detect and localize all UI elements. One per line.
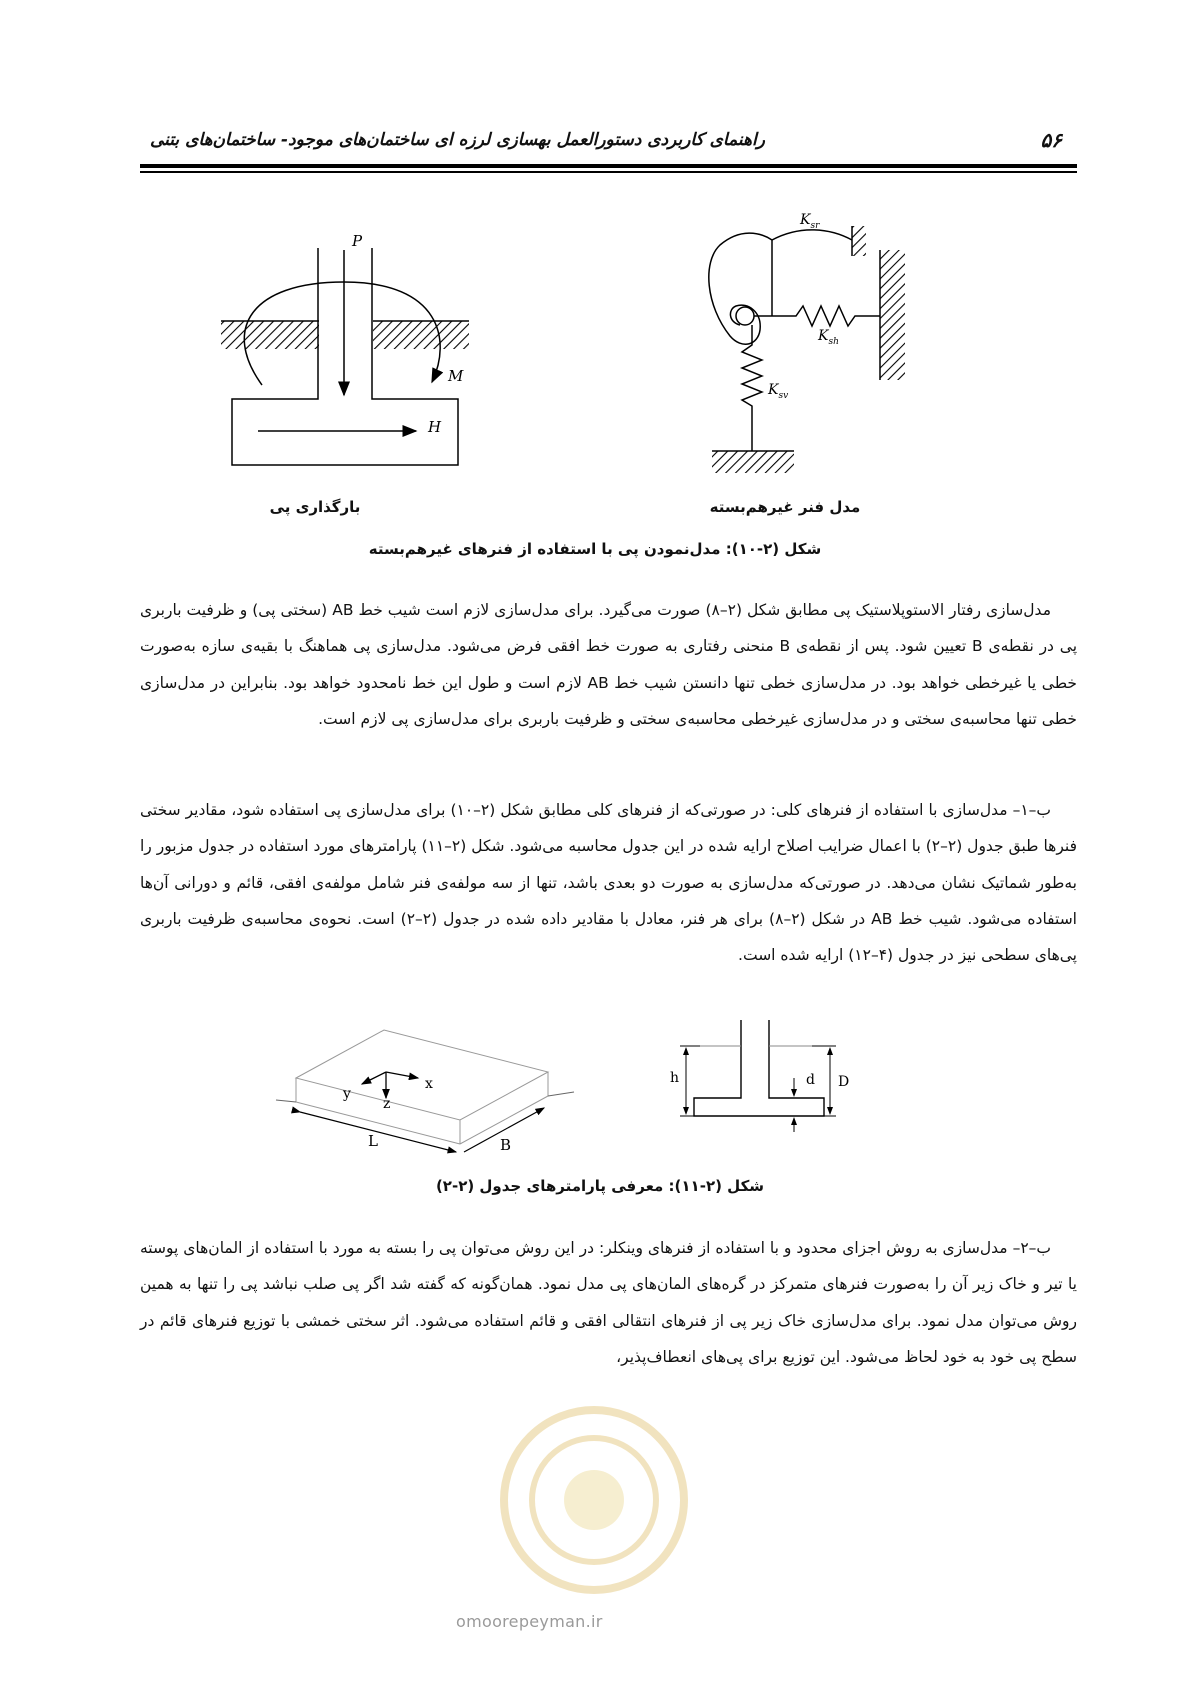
figure-2-10: [0, 0, 1191, 560]
soil-hatch-left: [221, 321, 319, 349]
label-p: P: [352, 232, 363, 250]
figure-11-caption: شکل (۲-۱۱): معرفی پارامترهای جدول (۲-۲): [435, 1177, 765, 1195]
foundation-loading-diagram: [221, 232, 469, 465]
watermark-seal-icon: [444, 1395, 744, 1605]
label-y: y: [343, 1086, 351, 1102]
book-title: راهنمای کاربردی دستورالعمل بهسازی لرزه ای ساختمان‌های موجود- ساختمان‌های بتنی: [150, 130, 765, 150]
uncoupled-spring-model-diagram: [709, 212, 905, 473]
label-l: L: [368, 1132, 378, 1150]
label-x: x: [425, 1076, 433, 1092]
wall-hatch: [880, 250, 905, 380]
paragraph-3: ب–۲– مدل‌سازی به روش اجزای محدود و با استفاده از فنرهای وینکلر: در این روش می‌توان پی را بسته به مورد با استفاده از المان‌های پوسته یا تیر و خاک زیر آن را به‌صورت فنرهای متمرکز در گره‌های المان‌های پی مدل نمود. همان‌گونه که گفته شد اگر پی صلب نباشد پی را تنها به همین روش می‌توان مدل نمود. برای مدل‌سازی خاک زیر پی از فنرهای انتقالی افقی و قائم استفاده می‌شود. اثر سختی خمشی با توزیع فنرهای قائم در سطح پی خود به خود لحاظ می‌شود. این توزیع برای پی‌های انعطاف‌پذیر،: [140, 1239, 1077, 1366]
footing-outline: [232, 248, 458, 465]
node: [736, 307, 754, 325]
soil-hatch-right: [373, 321, 469, 349]
label-d: d: [806, 1072, 815, 1088]
subcaption-spring-model: مدل فنر غیرهم‌بسته: [709, 498, 861, 516]
paragraph-2: ب–۱– مدل‌سازی با استفاده از فنرهای کلی: در صورتی‌که از فنرهای کلی مطابق شکل (۲–۱۰) برای مدل‌سازی پی استفاده شود، مقادیر سختی فنرها طبق جدول (۲–۲) با اعمال ضرایب اصلاح ارایه شده در این جدول محاسبه می‌شود. شکل (۲–۱۱) پارامترهای مورد استفاده در جدول مزبور را به‌طور شماتیک نشان می‌دهد. در صورتی‌که مدل‌سازی به صورت دو بعدی باشد، تنها از سه مولفه‌ی فنر شامل مولفه‌ی افقی، قائم و دورانی آن‌ها استفاده می‌شود. شیب خط AB در شکل (۲–۸) برای هر فنر، معادل با مقادیر داده شده در جدول (۲–۲) است. نحوه‌ی محاسبه‌ی ظرفیت باربری پی‌های سطحی نیز در جدول (۴–۱۲) ارایه شده است.: [140, 801, 1077, 965]
label-ksr: $K_{sr}$: [800, 212, 820, 231]
ground-hatch: [712, 451, 794, 473]
subcaption-foundation-loading: بارگذاری پی: [269, 498, 361, 516]
footing-3d-diagram: [276, 1030, 574, 1154]
rotational-spring-ksr: [709, 233, 772, 344]
horizontal-spring-ksh: [754, 306, 880, 326]
figure-2-11: [0, 1020, 1191, 1170]
label-ksv: $K_{sv}$: [768, 382, 789, 401]
label-ksh: $K_{sh}$: [818, 328, 839, 347]
rotational-support-hatch: [852, 226, 866, 256]
label-h-depth: h: [670, 1070, 680, 1086]
watermark-site: omoorepeyman.ir: [456, 1612, 603, 1631]
footing-section-diagram: [670, 1020, 849, 1132]
page-number: ۵۶: [1040, 128, 1062, 152]
label-D: D: [838, 1074, 850, 1090]
figure-10-caption: شکل (۲-۱۰): مدل‌نمودن پی با استفاده از فنرهای غیرهم‌بسته: [368, 540, 822, 558]
label-h: H: [428, 418, 442, 436]
label-z: z: [383, 1096, 391, 1112]
label-m: M: [448, 367, 464, 385]
label-b: B: [500, 1136, 512, 1154]
paragraph-1: مدل‌سازی رفتار الاستوپلاستیک پی مطابق شکل (۲–۸) صورت می‌گیرد. برای مدل‌سازی لازم است شیب خط AB (سختی پی) و ظرفیت باربری پی در نقطه‌ی B تعیین شود. پس از نقطه‌ی B منحنی رفتاری به صورت خط افقی فرض می‌شود. مدل‌سازی پی هماهنگ با بقیه‌ی سازه به‌صورت خطی یا غیرخطی خواهد بود. در مدل‌سازی خطی تنها دانستن شیب خط AB لازم است و طول این خط نامحدود خواهد بود. بنابراین در مدل‌سازی خطی تنها محاسبه‌ی سختی و در مدل‌سازی غیرخطی محاسبه‌ی سختی و ظرفیت باربری برای مدل‌سازی پی لازم است.: [140, 601, 1078, 728]
